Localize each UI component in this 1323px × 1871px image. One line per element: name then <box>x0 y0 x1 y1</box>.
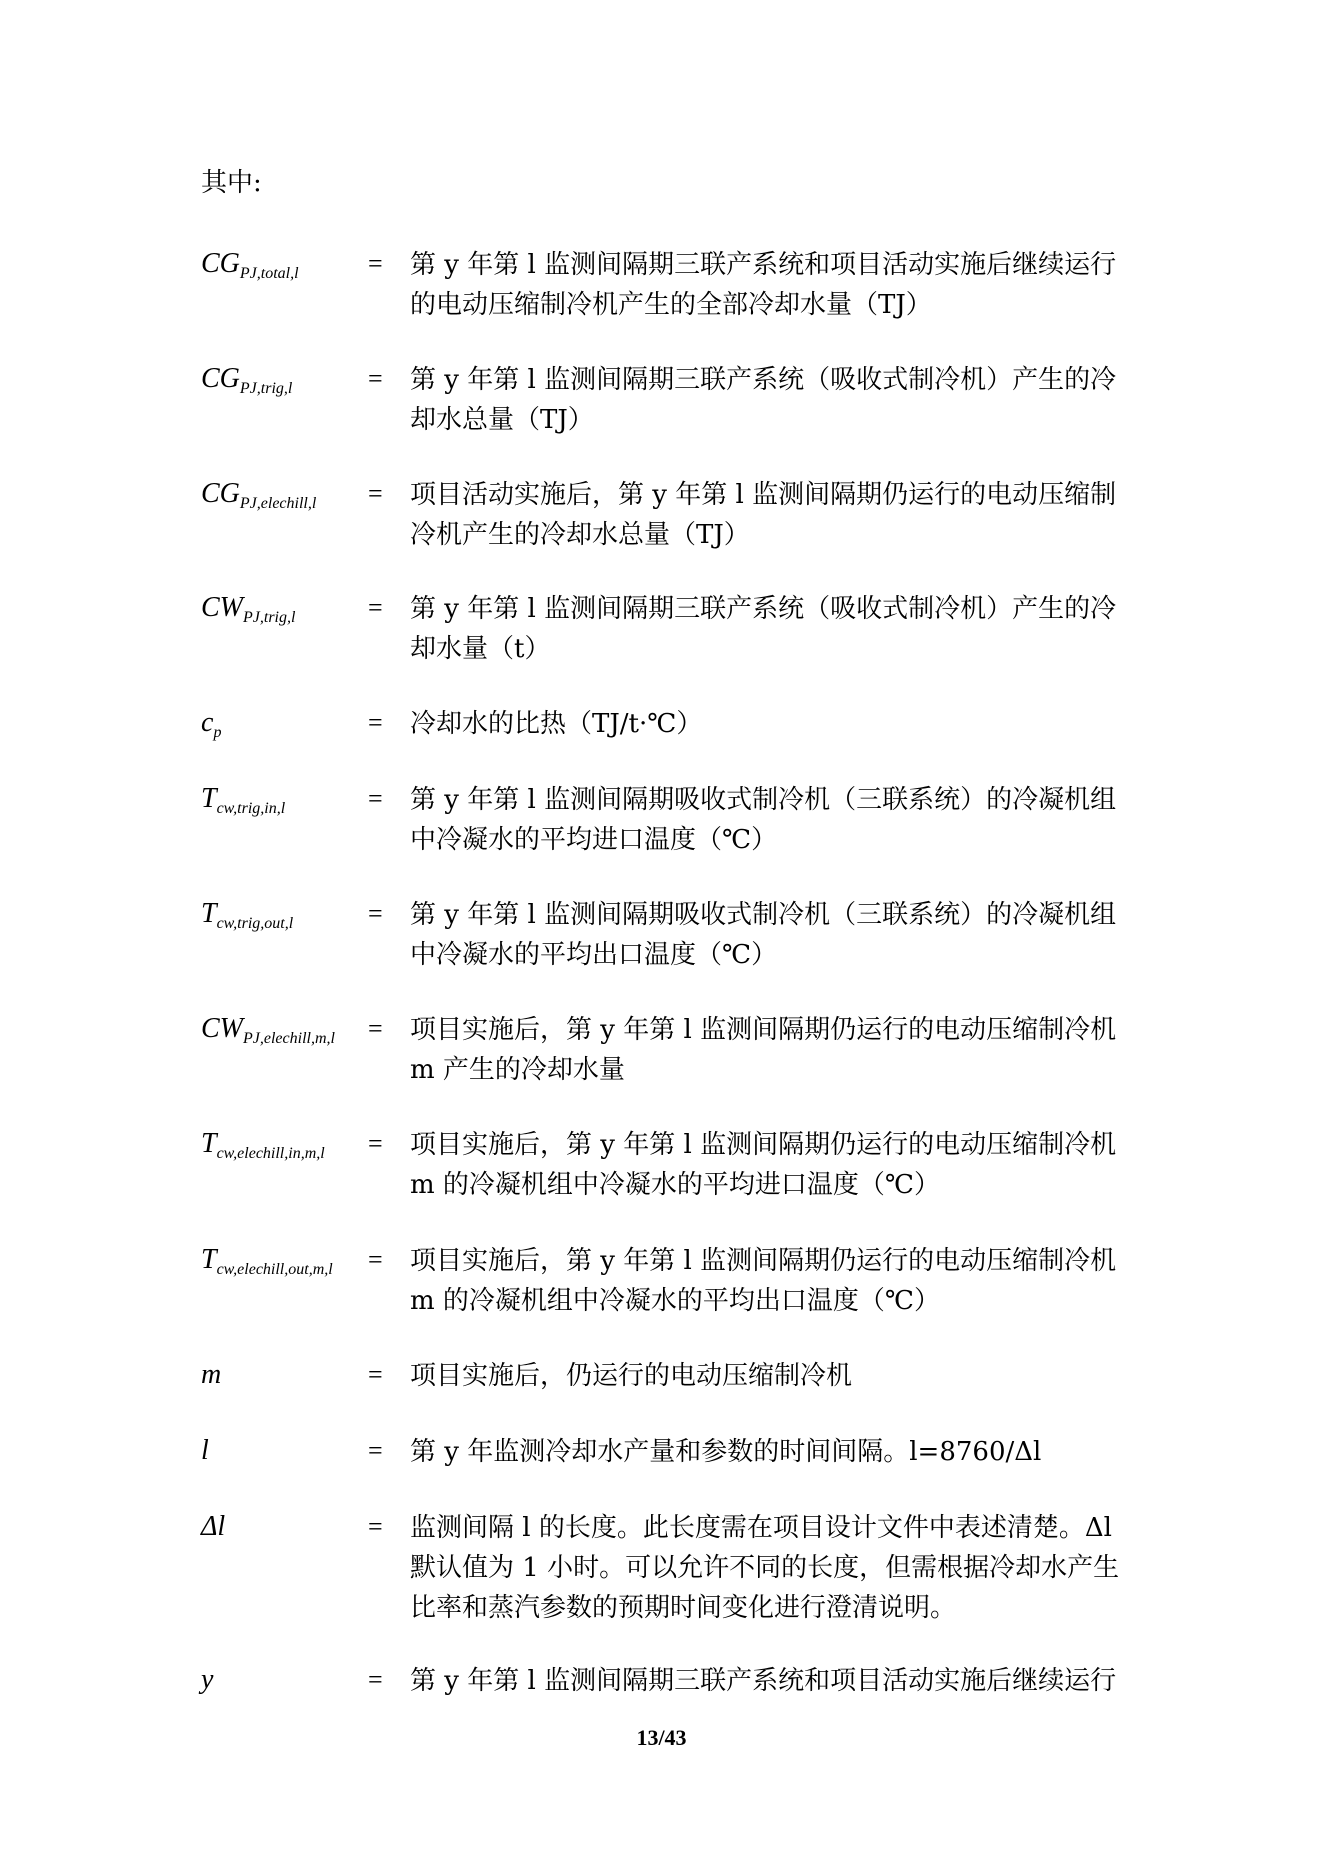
definition-text: 第 y 年第 l 监测间隔期三联产系统和项目活动实施后继续运行 <box>410 1666 1117 1696</box>
symbol: l <box>201 1435 209 1466</box>
definition-text: 第 y 年第 l 监测间隔期三联产系统（吸收式制冷机）产生的冷 却水总量（TJ） <box>410 365 1117 435</box>
symbol: $T_{cw,elechill,out,m,l}$ <box>201 1244 333 1278</box>
definition-text: 第 y 年第 l 监测间隔期吸收式制冷机（三联系统）的冷凝机组 中冷凝水的平均出口温度（℃） <box>410 900 1117 970</box>
equals-sign: = <box>368 593 383 622</box>
symbol: $T_{cw,elechill,in,m,l}$ <box>201 1128 325 1162</box>
definition-text: 第 y 年监测冷却水产量和参数的时间间隔。l=8760/Δl <box>410 1437 1042 1467</box>
symbol: y <box>201 1664 214 1695</box>
definition-text: 第 y 年第 l 监测间隔期三联产系统和项目活动实施后继续运行 的电动压缩制冷机产生的全部冷却水量（TJ） <box>410 250 1117 320</box>
symbol: $CG_{PJ,elechill,l}$ <box>201 478 317 512</box>
symbol: $CG_{PJ,total,l}$ <box>201 248 299 282</box>
equals-sign: = <box>368 1665 383 1694</box>
page-number: 13/43 <box>636 1725 687 1750</box>
intro-text: 其中: <box>201 168 262 198</box>
equals-sign: = <box>368 899 383 928</box>
definition-text: 第 y 年第 l 监测间隔期三联产系统（吸收式制冷机）产生的冷 却水量（t） <box>410 594 1117 664</box>
equals-sign: = <box>368 1129 383 1158</box>
equals-sign: = <box>368 1245 383 1274</box>
symbol: $c_p$ <box>201 707 222 741</box>
equals-sign: = <box>368 1436 383 1465</box>
definition-text: 监测间隔 l 的长度。此长度需在项目设计文件中表述清楚。Δl 默认值为 1 小时。可以允许不同的长度，但需根据冷却水产生 比率和蒸汽参数的预期时间变化进行澄清说明。 <box>410 1513 1120 1623</box>
equals-sign: = <box>368 708 383 737</box>
equals-sign: = <box>368 364 383 393</box>
definition-text: 项目实施后，第 y 年第 l 监测间隔期仍运行的电动压缩制冷机 m 产生的冷却水量 <box>410 1015 1117 1085</box>
equals-sign: = <box>368 249 383 278</box>
symbol: Δl <box>201 1511 226 1542</box>
definition-text: 冷却水的比热（TJ/t·℃） <box>410 709 703 739</box>
symbol: $CW_{PJ,trig,l}$ <box>201 592 296 626</box>
equals-sign: = <box>368 784 383 813</box>
definition-text: 项目实施后，仍运行的电动压缩制冷机 <box>410 1361 853 1391</box>
definition-text: 第 y 年第 l 监测间隔期吸收式制冷机（三联系统）的冷凝机组 中冷凝水的平均进口温度（℃） <box>410 785 1117 855</box>
definition-text: 项目实施后，第 y 年第 l 监测间隔期仍运行的电动压缩制冷机 m 的冷凝机组中冷凝水的平均出口温度（℃） <box>410 1246 1117 1316</box>
equals-sign: = <box>368 1014 383 1043</box>
definition-text: 项目实施后，第 y 年第 l 监测间隔期仍运行的电动压缩制冷机 m 的冷凝机组中冷凝水的平均进口温度（℃） <box>410 1130 1117 1200</box>
symbol: m <box>201 1359 222 1390</box>
equals-sign: = <box>368 1512 383 1541</box>
symbol: $T_{cw,trig,out,l}$ <box>201 898 294 932</box>
symbol: $CG_{PJ,trig,l}$ <box>201 363 293 397</box>
equals-sign: = <box>368 479 383 508</box>
symbol: $CW_{PJ,elechill,m,l}$ <box>201 1013 335 1047</box>
symbol: $T_{cw,trig,in,l}$ <box>201 783 286 817</box>
equals-sign: = <box>368 1360 383 1389</box>
definition-text: 项目活动实施后，第 y 年第 l 监测间隔期仍运行的电动压缩制 冷机产生的冷却水总量（TJ） <box>410 480 1117 550</box>
